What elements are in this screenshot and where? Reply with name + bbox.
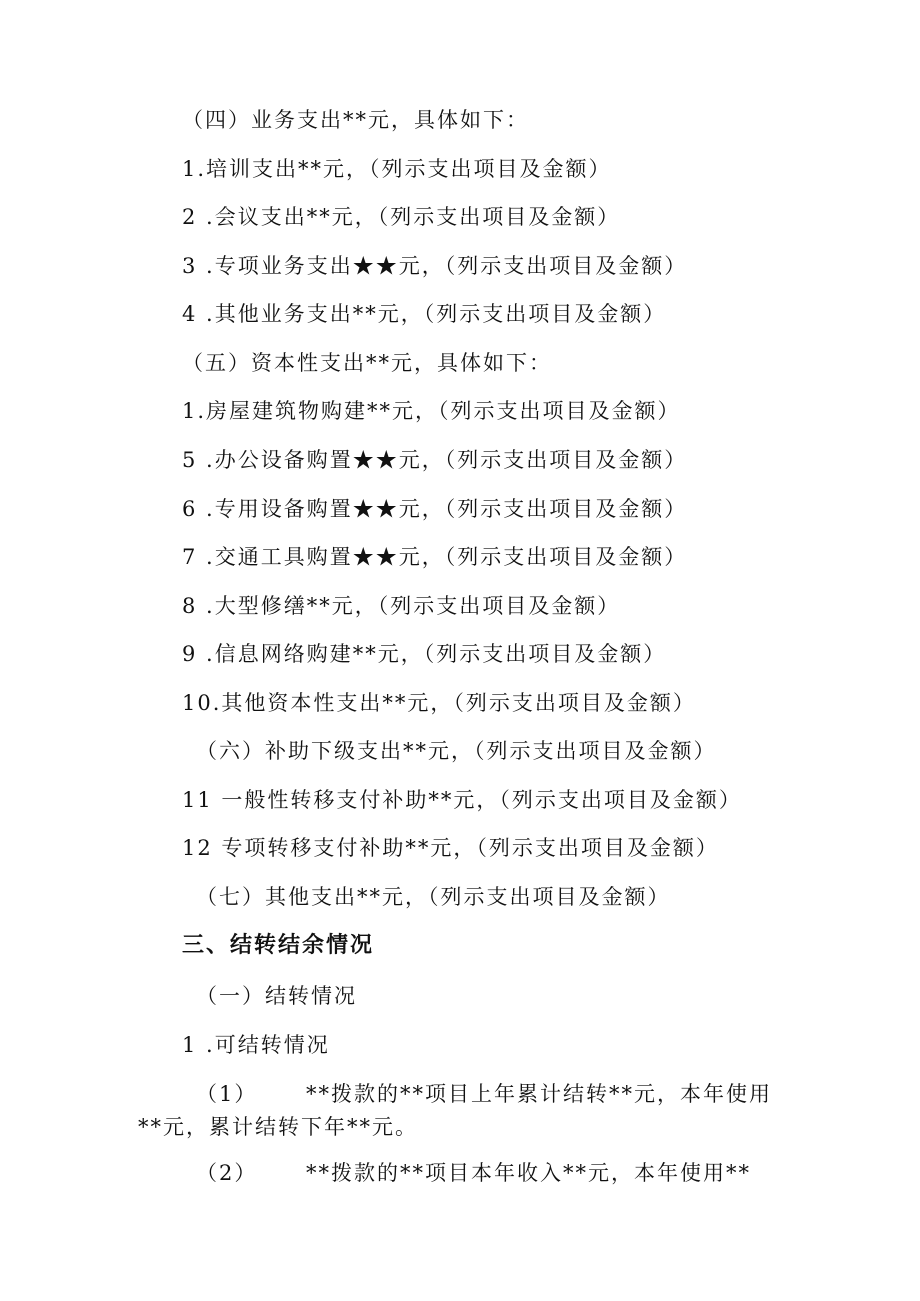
paragraph-1-text: **拨款的**项目上年累计结转**元，本年使用 — [306, 1082, 772, 1106]
line-other-capital: 10.其他资本性支出**元，（列示支出项目及金额） — [182, 691, 696, 715]
line-repairs: 8 .大型修缮**元，（列示支出项目及金额） — [182, 594, 621, 618]
line-capital-expense: （五）资本性支出**元，具体如下： — [182, 351, 552, 375]
line-network: 9 .信息网络购建**元，（列示支出项目及金额） — [182, 642, 667, 666]
line-meeting: 2 .会议支出**元，（列示支出项目及金额） — [182, 205, 621, 229]
line-office-equipment: 5 .办公设备购置★★元，（列示支出项目及金额） — [182, 448, 688, 472]
paragraph-1-number: （1） — [196, 1082, 258, 1106]
paragraph-2 — [196, 1158, 257, 1188]
line-other-business: 4 .其他业务支出**元，（列示支出项目及金额） — [182, 302, 667, 326]
line-business-expense: （四）业务支出**元，具体如下： — [182, 108, 529, 132]
line-building: 1.房屋建筑物购建**元，（列示支出项目及金额） — [182, 399, 681, 423]
line-special-transfer: 12 专项转移支付补助**元，（列示支出项目及金额） — [182, 836, 719, 860]
line-training: 1.培训支出**元，（列示支出项目及金额） — [182, 157, 612, 181]
paragraph-2-text: **拨款的**项目本年收入**元，本年使用** — [306, 1161, 751, 1185]
subheading-carryable: 1 .可结转情况 — [182, 1033, 330, 1057]
paragraph-2-number: （2） — [196, 1161, 258, 1185]
paragraph-1 — [196, 1079, 257, 1109]
line-special-equipment: 6 .专用设备购置★★元，（列示支出项目及金额） — [182, 497, 688, 521]
line-special-business: 3 .专项业务支出★★元，（列示支出项目及金额） — [182, 254, 688, 278]
line-vehicles: 7 .交通工具购置★★元，（列示支出项目及金额） — [182, 545, 688, 569]
line-other-expense: （七）其他支出**元，（列示支出项目及金额） — [196, 885, 671, 909]
subheading-carryover: （一）结转情况 — [196, 984, 357, 1008]
line-subsidy-lower: （六）补助下级支出**元，（列示支出项目及金额） — [196, 739, 717, 763]
section-heading: 三、结转结余情况 — [182, 933, 375, 958]
line-general-transfer: 11 一般性转移支付补助**元，（列示支出项目及金额） — [182, 788, 742, 812]
paragraph-1-continuation: **元，累计结转下年**元。 — [138, 1115, 418, 1139]
